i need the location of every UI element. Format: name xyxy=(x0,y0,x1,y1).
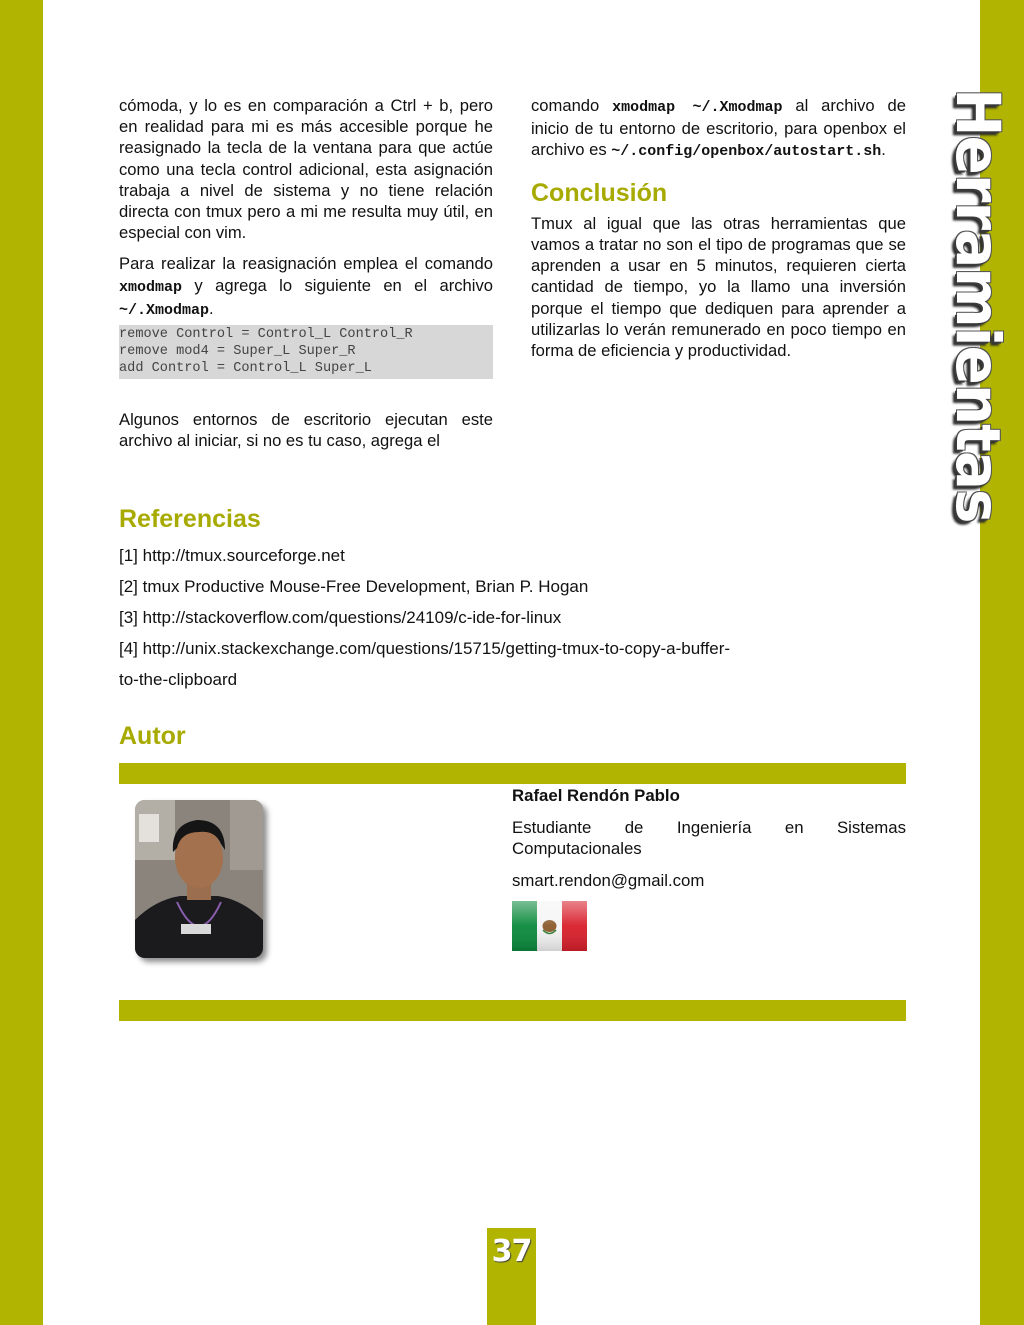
reference-item: to-the-clipboard xyxy=(119,670,238,689)
references-section xyxy=(119,505,906,701)
left-paragraph-1: cómoda, y lo es en comparación a Ctrl + b, pero en realidad para mi es más accesible porque he reasignado la tecla de la ventana para que actúe como una tecla control adicional, esta asignación trabaja a nivel de sistema y no tiene relación directa con tmux pero a mi me resulta muy útil, en especial con vim. xyxy=(119,96,493,243)
author-band-bottom xyxy=(119,1000,906,1021)
reference-item: [3] http://stackoverflow.com/questions/24109/c-ide-for-linux xyxy=(119,608,562,627)
references-heading: Referencias xyxy=(119,505,261,533)
section-title-vertical xyxy=(940,80,1015,530)
author-email[interactable]: smart.rendon@gmail.com xyxy=(512,870,705,890)
right-paragraph-1 xyxy=(531,95,906,163)
left-paragraph-3: Algunos entornos de escritorio ejecutan este archivo al iniciar, si no es tu caso, agrega el xyxy=(119,410,493,451)
mexico-flag-icon xyxy=(512,901,587,951)
author-band-top xyxy=(119,763,906,784)
left-accent-bar xyxy=(0,0,43,1325)
inline-code-autostart-path: ~/.config/openbox/autostart.sh xyxy=(611,143,882,161)
code-line: remove Control = Control_L Control_R xyxy=(119,327,413,343)
reference-item: [4] http://unix.stackexchange.com/questions/15715/getting-tmux-to-copy-a-buffer- xyxy=(119,639,731,658)
author-photo xyxy=(135,800,263,958)
author-role: Estudiante de Ingeniería en Sistemas Computacionales xyxy=(512,817,906,858)
text-run: Para realizar la reasignación emplea el comando xyxy=(119,254,493,274)
inline-code-command: xmodmap ~/.Xmodmap xyxy=(612,99,783,116)
page-number-tab xyxy=(487,1228,536,1325)
inline-code-xmodmap-file: ~/.Xmodmap xyxy=(119,301,210,319)
text-run: . xyxy=(881,140,886,160)
code-line: remove mod4 = Super_L Super_R xyxy=(119,344,356,360)
author-name: Rafael Rendón Pablo xyxy=(512,786,680,805)
inline-code-xmodmap: xmodmap xyxy=(119,278,183,296)
text-run: comando xyxy=(531,96,613,115)
conclusion-heading: Conclusión xyxy=(531,178,668,207)
left-paragraph-2 xyxy=(119,253,493,321)
right-column xyxy=(531,95,906,371)
author-portrait xyxy=(135,800,263,958)
reference-item: [1] http://tmux.sourceforge.net xyxy=(119,546,345,565)
author-info xyxy=(512,785,906,951)
left-column xyxy=(119,95,493,461)
conclusion-paragraph: Tmux al igual que las otras herramientas que vamos a tratar no son el tipo de programas que se aprenden a usar en 5 minutos, requieren cierta cantidad de tiempo, yo la llamo una inversión porque el tiempo que dediquen para aprender a utilizarlas lo verán remunerado en poco tiempo en forma de eficiencia y productividad. xyxy=(531,213,906,361)
section-title-text: Herramientas xyxy=(941,87,1014,523)
text-run: y agrega lo siguiente en el archivo xyxy=(182,275,493,295)
author-heading: Autor xyxy=(119,722,186,750)
page-number: 37 xyxy=(491,1234,532,1269)
code-line: add Control = Control_L Super_L xyxy=(119,361,372,377)
reference-item: [2] tmux Productive Mouse-Free Development, Brian P. Hogan xyxy=(119,577,589,596)
references-list xyxy=(119,546,906,690)
text-run: al archivo de inicio de tu entorno de escritorio, para openbox el archivo es xyxy=(531,96,906,160)
code-block xyxy=(119,325,493,379)
text-run: . xyxy=(209,298,214,318)
